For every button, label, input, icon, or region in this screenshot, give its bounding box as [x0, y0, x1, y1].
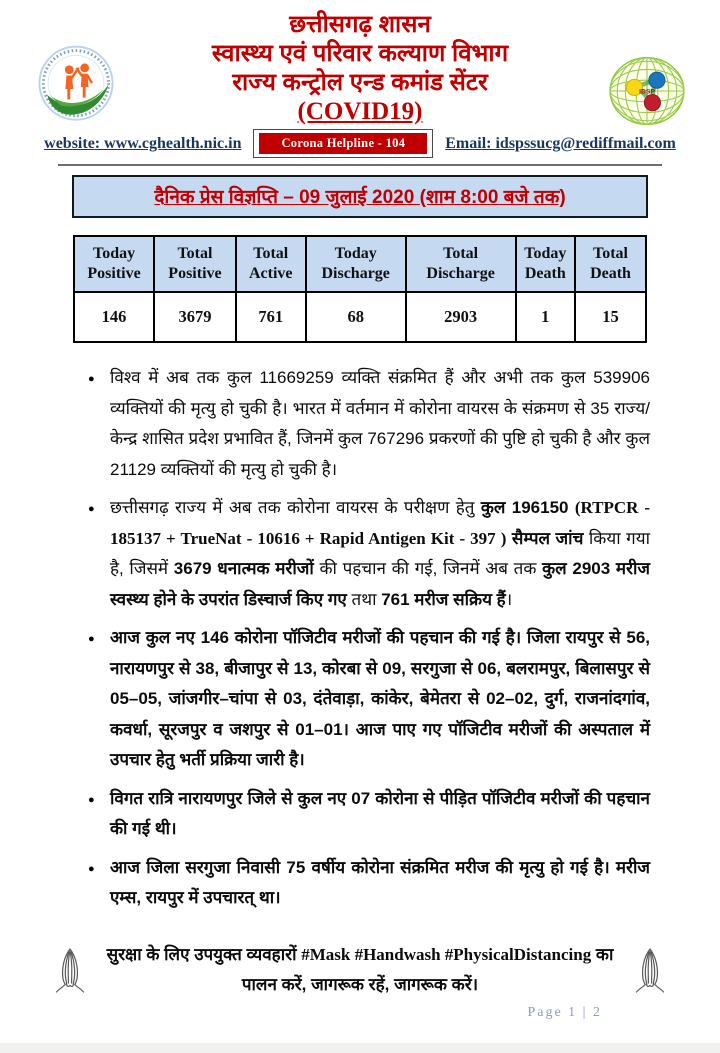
stats-header-row — [74, 236, 646, 292]
value-total-positive: 3679 — [154, 292, 236, 342]
page-number: Page 1 | 2 — [527, 1005, 602, 1020]
bullet-text: छत्तीसगढ़ राज्य में अब तक कोरोना वायरस के परीक्षण हेतु — [110, 498, 481, 517]
folded-hands-icon — [52, 946, 88, 994]
corona-helpline-badge — [253, 129, 433, 158]
bullet-cg-testing-stats — [88, 493, 650, 615]
safety-hashtags: #Mask #Handwash #PhysicalDistancing — [301, 944, 592, 964]
value-today-positive: 146 — [74, 292, 154, 342]
bullet-list — [88, 363, 650, 914]
safety-message — [52, 940, 668, 1000]
safety-post: का पालन करें, जागरूक रहें, जागरूक करें। — [241, 944, 614, 994]
website-link[interactable]: website: www.cghealth.nic.in — [44, 134, 242, 152]
value-total-discharge: 2903 — [406, 292, 516, 342]
safety-pre: सुरक्षा के लिए उपयुक्त व्यवहारों — [106, 944, 302, 964]
value-today-discharge: 68 — [306, 292, 406, 342]
bullet-text: आज जिला सरगुजा निवासी 75 वर्षीय कोरोना संक्रमित मरीज की मृत्यु हो गई है। मरीज एम्स, रायपुर में उपचारत् था। — [110, 857, 650, 907]
press-title: दैनिक प्रेस विज्ञप्ति – 09 जुलाई 2020 (शाम 8:00 बजे तक) — [154, 187, 566, 208]
bullet-text: किया गया है, जिसमें — [110, 528, 650, 578]
bullet-last-night-cases — [88, 784, 650, 845]
bullet-bold-text: सैम्पल जांच — [506, 528, 584, 548]
bullet-world-india-stats — [88, 363, 650, 485]
svg-text:IDSP: IDSP — [639, 88, 655, 96]
bullet-bold-text: कुल 2903 मरीज स्वस्थ्य होने के उपरांत डिस्चार्ज किए गए — [110, 559, 650, 609]
idsp-logo — [602, 46, 692, 136]
bullet-bold-text: 3679 धनात्मक मरीजों — [173, 559, 314, 578]
value-total-death: 15 — [575, 292, 646, 342]
bullet-text: आज कुल नए 146 कोरोना पॉजिटीव मरीजों की पहचान की गई है। जिला रायपुर से 56, नारायणपुर से 38, बीजापुर से 13, कोरबा से 09, सरगुजा से 06, बलरामपुर, बिलासपुर से 05–05, जांजगीर–चांपा से 03, दंतेवाड़ा, कांकेर, बेमेतरा से 02–02, दुर्ग, राजनांदगांव, कवर्धा, सूरजपुर व जशपुर से 01–01। आज पाए गए पॉजिटीव मरीजों की अस्पताल में उपचार हेतु भर्ती प्रक्रिया जारी है। — [110, 628, 650, 769]
bullet-text: की पहचान की गई, जिनमें अब तक — [313, 559, 543, 578]
bullet-text: । — [505, 589, 513, 609]
bullet-text: तथा — [346, 589, 382, 609]
org-line-1: छत्तीसगढ़ शासन — [289, 11, 431, 38]
bullet-test-breakup: (RTPCR - 185137 + TrueNat - 10616 + Rapid Antigen Kit - 397 ) — [110, 498, 650, 548]
value-total-active: 761 — [236, 292, 306, 342]
bullet-death-report — [88, 853, 650, 914]
org-line-3: राज्य कन्ट्रोल एन्ड कमांड सेंटर — [232, 69, 488, 96]
stats-value-row — [74, 292, 646, 342]
bullet-text: विश्व में अब तक कुल 11669259 व्यक्ति संक्रमित हैं और अभी तक कुल 539906 व्यक्तियों की मृत्यु हो चुकी है। भारत में वर्तमान में कोरोना वायरस के संक्रमण से 35 राज्य/केन्द्र शासित प्रदेश प्रभावित हैं, जिनमें कुल 767296 प्रकरणों की पुष्टि हो चुकी है और कुल 21129 व्यक्तियों की मृत्यु हो चुकी है। — [110, 368, 650, 479]
covid19-label: (COVID19) — [297, 98, 423, 125]
page-edge-strip — [0, 1043, 720, 1053]
col-total-positive: Total Positive — [154, 236, 236, 292]
col-total-active: Total Active — [236, 236, 306, 292]
org-line-2: स्वास्थ्य एवं परिवार कल्याण विभाग — [211, 40, 509, 67]
press-title-bar — [72, 175, 648, 218]
folded-hands-icon — [632, 946, 668, 994]
col-today-discharge: Today Discharge — [306, 236, 406, 292]
bullet-bold-text: 761 मरीज सक्रिय हैं — [381, 589, 506, 609]
corona-helpline-label: Corona Helpline - 104 — [259, 133, 427, 154]
col-total-death: Total Death — [575, 236, 646, 292]
email-link[interactable]: Email: idspssucg@rediffmail.com — [445, 134, 676, 152]
health-mission-logo — [28, 40, 124, 136]
col-today-death: Today Death — [516, 236, 575, 292]
header-divider — [58, 164, 662, 166]
bullet-text: विगत रात्रि नारायणपुर जिले से कुल नए 07 कोरोना से पीड़ित पॉजिटीव मरीजों की पहचान की गई थी। — [110, 788, 650, 838]
col-total-discharge: Total Discharge — [406, 236, 516, 292]
bullet-today-new-cases — [88, 623, 650, 776]
bullet-bold-text: कुल 196150 — [480, 498, 575, 517]
value-today-death: 1 — [516, 292, 575, 342]
safety-text — [88, 940, 632, 1000]
col-today-positive: Today Positive — [74, 236, 154, 292]
covid-stats-table — [73, 235, 647, 343]
